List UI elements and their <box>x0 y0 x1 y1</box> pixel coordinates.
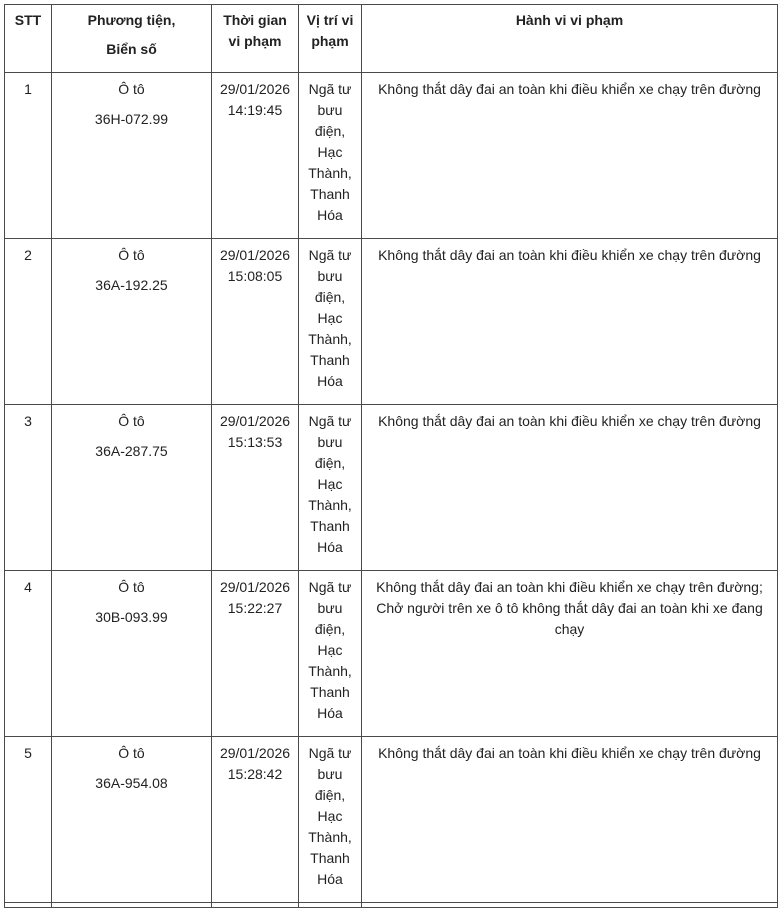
violation-time: 14:19:45 <box>227 102 283 118</box>
cell-vehicle <box>52 405 212 571</box>
cell-violation: Không thắt dây đai an toàn khi điều khiển xe chạy trên đường <box>362 405 778 571</box>
header-location <box>299 5 362 73</box>
cell-violation: Không thắt dây đai an toàn khi điều khiển xe chạy trên đường <box>362 737 778 903</box>
cell-violation: Không thắt dây đai an toàn khi điều khiển xe chạy trên đường; Chở người trên xe ô tô không thắt dây đai an toàn khi xe đang chạy <box>362 571 778 737</box>
license-plate: 36A-287.75 <box>95 443 168 459</box>
table-row-partial <box>5 903 778 908</box>
header-vehicle-line2: Biển số <box>106 41 157 57</box>
license-plate: 30B-093.99 <box>95 609 168 625</box>
header-vehicle-line1: Phương tiện, <box>87 12 176 28</box>
vehicle-type: Ô tô <box>118 579 145 595</box>
license-plate: 36A-954.08 <box>95 775 168 791</box>
violation-time: 15:22:27 <box>227 600 283 616</box>
table-row <box>5 405 778 571</box>
cell-vehicle <box>52 737 212 903</box>
cell-violation: Không thắt dây đai an toàn khi điều khiển xe chạy trên đường <box>362 239 778 405</box>
violations-table <box>4 4 778 908</box>
vehicle-type: Ô tô <box>118 745 145 761</box>
table-header-row <box>5 5 778 73</box>
cell-vehicle <box>52 571 212 737</box>
vehicle-type: Ô tô <box>118 413 145 429</box>
cell-stt: 5 <box>5 737 52 903</box>
cell-stt: 1 <box>5 73 52 239</box>
violation-date: 29/01/2026 <box>219 579 291 595</box>
violation-time: 15:13:53 <box>227 434 283 450</box>
header-stt: STT <box>5 5 52 73</box>
cell-location: Ngã tư bưu điện, Hạc Thành, Thanh Hóa <box>299 239 362 405</box>
vehicle-type: Ô tô <box>118 247 145 263</box>
cell-time <box>212 571 299 737</box>
cell-time <box>212 73 299 239</box>
cell-time <box>212 239 299 405</box>
violation-time: 15:08:05 <box>227 268 283 284</box>
violation-date: 29/01/2026 <box>219 745 291 761</box>
cell-stt: 4 <box>5 571 52 737</box>
cell-time <box>212 405 299 571</box>
vehicle-type: Ô tô <box>118 81 145 97</box>
cell-vehicle <box>52 73 212 239</box>
cell-time <box>212 737 299 903</box>
license-plate: 36A-192.25 <box>95 277 168 293</box>
violation-date: 29/01/2026 <box>219 247 291 263</box>
cell-location: Ngã tư bưu điện, Hạc Thành, Thanh Hóa <box>299 405 362 571</box>
table-row <box>5 737 778 903</box>
header-violation: Hành vi vi phạm <box>362 5 778 73</box>
header-location-line2: phạm <box>311 33 349 49</box>
license-plate: 36H-072.99 <box>94 111 169 127</box>
violation-time: 15:28:42 <box>227 766 283 782</box>
table-row <box>5 571 778 737</box>
cell-violation: Không thắt dây đai an toàn khi điều khiển xe chạy trên đường <box>362 73 778 239</box>
header-time-line1: Thời gian <box>223 12 287 28</box>
cell-stt: 2 <box>5 239 52 405</box>
header-vehicle <box>52 5 212 73</box>
cell-location: Ngã tư bưu điện, Hạc Thành, Thanh Hóa <box>299 737 362 903</box>
header-location-line1: Vị trí vi <box>306 12 354 28</box>
cell-vehicle <box>52 239 212 405</box>
header-time-line2: vi phạm <box>228 33 282 49</box>
table-row <box>5 239 778 405</box>
header-time <box>212 5 299 73</box>
cell-location: Ngã tư bưu điện, Hạc Thành, Thanh Hóa <box>299 571 362 737</box>
table-row <box>5 73 778 239</box>
cell-stt: 3 <box>5 405 52 571</box>
violation-date: 29/01/2026 <box>219 413 291 429</box>
cell-location: Ngã tư bưu điện, Hạc Thành, Thanh Hóa <box>299 73 362 239</box>
violation-date: 29/01/2026 <box>219 81 291 97</box>
